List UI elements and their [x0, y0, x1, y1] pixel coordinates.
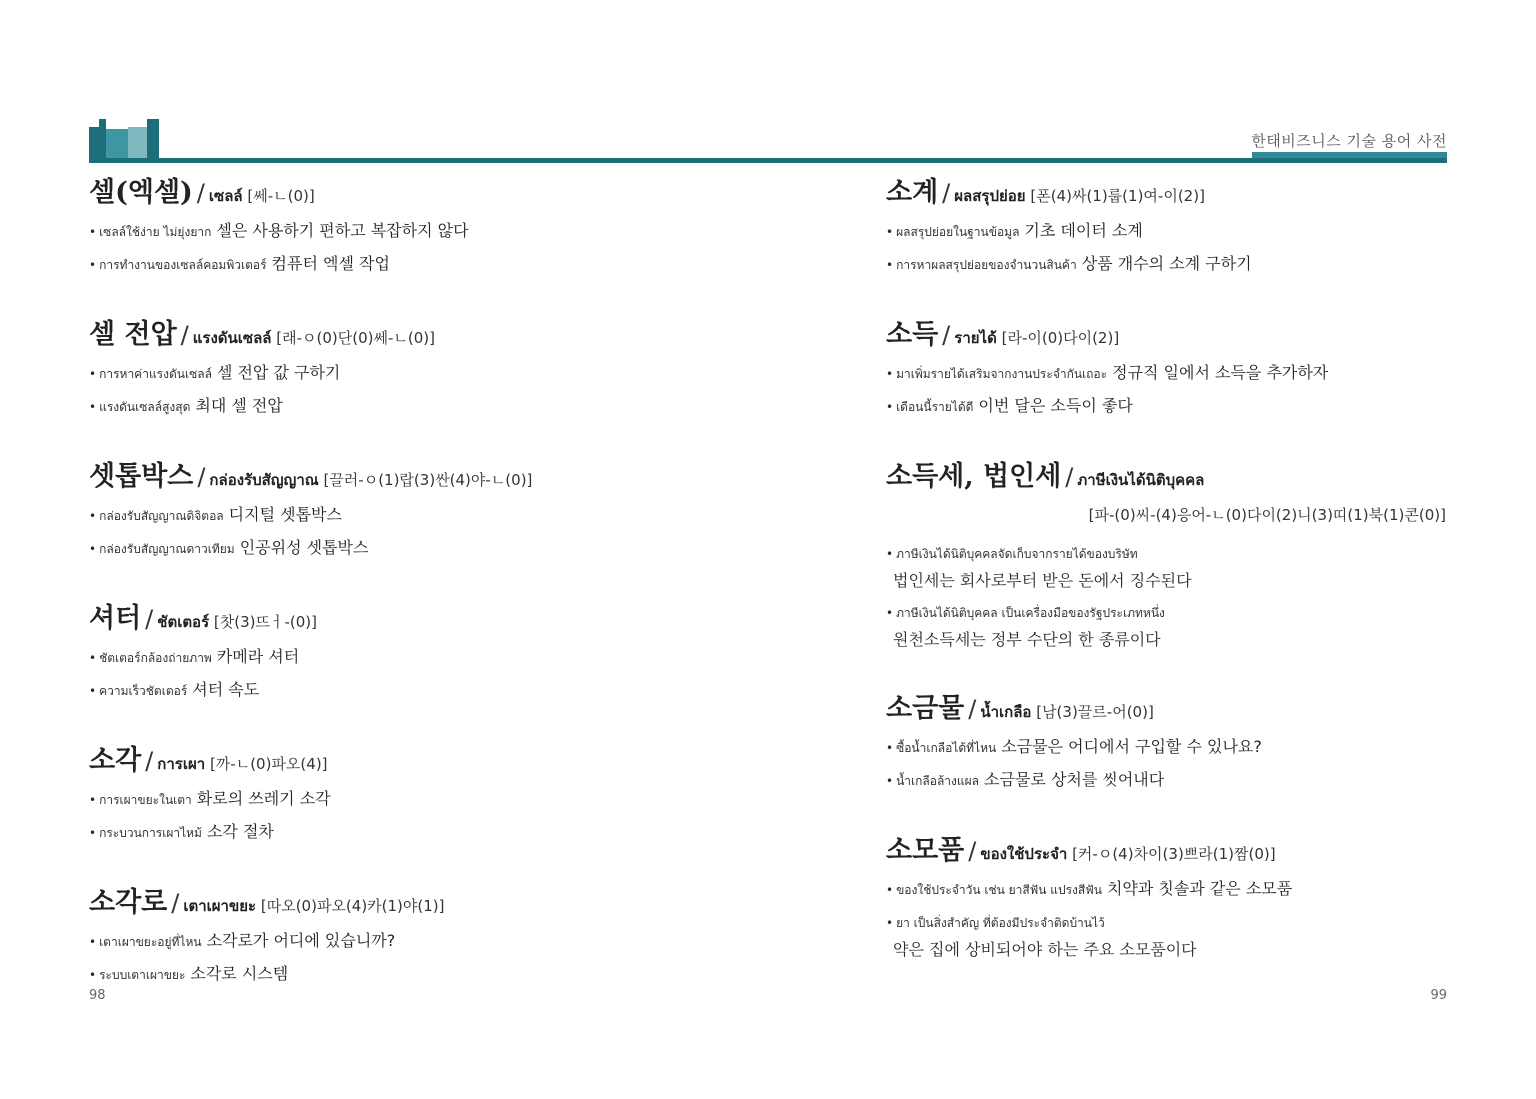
example-korean: 소각로가 어디에 있습니까? — [206, 931, 396, 950]
thai-term: ภาษีเงินได้นิติบุคคล — [1077, 471, 1205, 489]
example-korean: 셀 전압 값 구하기 — [216, 363, 341, 382]
example: • ภาษีเงินได้นิติบุคคล เป็นเครื่องมือของรัฐประเภทหนึ่ง 원천소득세는 정부 수단의 한 종류이다 — [886, 599, 1446, 654]
example-korean: 이번 달은 소득이 좋다 — [978, 396, 1133, 415]
korean-term: 셔터 — [89, 603, 142, 634]
thai-term: แรงดันเซลล์ — [192, 329, 272, 347]
example: • เซลล์ใช้ง่าย ไม่ยุ่งยาก 셀은 사용하기 편하고 복잡하지 않다 — [89, 221, 469, 240]
example: • การทำงานของเซลล์คอมพิวเตอร์ 컴퓨터 엑셀 작업 — [89, 254, 390, 273]
korean-term: 소모품 — [886, 835, 965, 866]
example: • ผลสรุปย่อยในฐานข้อมูล 기초 데이터 소계 — [886, 221, 1143, 240]
korean-term: 셀 전압 — [89, 319, 177, 350]
example-thai: ยา เป็นสิ่งสำคัญ ที่ต้องมีประจำติดบ้านไว้ — [896, 916, 1105, 930]
entry-head — [886, 175, 1446, 214]
example-korean: 화로의 쓰레기 소각 — [196, 789, 331, 808]
thai-term: กล่องรับสัญญาณ — [209, 471, 319, 489]
example-thai: การเผาขยะในเตา — [99, 793, 192, 807]
thai-term: น้ำเกลือ — [980, 703, 1032, 721]
dictionary-entry — [886, 833, 1446, 964]
thai-term: เตาเผาขยะ — [183, 897, 257, 915]
example-thai: แรงดันเซลล์สูงสุด — [99, 400, 191, 414]
korean-term: 셋톱박스 — [89, 461, 194, 492]
pronunciation: [커-ㅇ(4)차이(3)쁘라(1)짬(0)] — [1072, 845, 1276, 863]
example-korean: 소각로 시스템 — [190, 964, 289, 983]
dictionary-entry — [886, 317, 1446, 422]
example-thai: กระบวนการเผาไหม้ — [99, 826, 202, 840]
entry-head — [89, 459, 649, 498]
example-thai: ชัตเตอร์กล้องถ่ายภาพ — [99, 651, 212, 665]
separator: / — [197, 463, 206, 491]
header-rule — [89, 158, 1447, 163]
example-korean: 셔터 속도 — [192, 680, 260, 699]
example-korean: 카메라 셔터 — [216, 647, 300, 666]
example: • ชัตเตอร์กล้องถ่ายภาพ 카메라 셔터 — [89, 647, 300, 666]
example-thai: ความเร็วชัตเตอร์ — [99, 684, 188, 698]
pronunciation: [까-ㄴ(0)파오(4)] — [209, 755, 328, 773]
dictionary-entry — [89, 317, 649, 422]
example: • ของใช้ประจำวัน เช่น ยาสีฟัน แปรงสีฟัน 치약과 칫솔과 같은 소모품 — [886, 879, 1293, 898]
example-thai: เตาเผาขยะอยู่ที่ไหน — [99, 935, 202, 949]
pronunciation: [래-ㅇ(0)단(0)쎄-ㄴ(0)] — [276, 329, 436, 347]
example-thai: น้ำเกลือล้างแผล — [896, 774, 980, 788]
korean-term: 셀(엑셀) — [89, 177, 193, 208]
example-korean: 컴퓨터 엑셀 작업 — [271, 254, 390, 273]
example-korean: 원천소득세는 정부 수단의 한 종류이다 — [893, 630, 1161, 649]
example: • ยา เป็นสิ่งสำคัญ ที่ต้องมีประจำติดบ้านไว้ 약은 집에 상비되어야 하는 주요 소모품이다 — [886, 909, 1446, 964]
dictionary-entry — [886, 459, 1446, 654]
right-page-column — [886, 175, 1446, 1001]
pronunciation: [남(3)끌르-어(0)] — [1036, 703, 1154, 721]
example: • ภาษีเงินได้นิติบุคคลจัดเก็บจากรายได้ของบริษัท 법인세는 회사로부터 받은 돈에서 징수된다 — [886, 540, 1446, 595]
entry-head — [886, 459, 1446, 498]
thai-term: ของใช้ประจำ — [980, 845, 1068, 863]
example: • ความเร็วชัตเตอร์ 셔터 속도 — [89, 680, 260, 699]
example-thai: มาเพิ่มรายได้เสริมจากงานประจำกันเถอะ — [896, 367, 1108, 381]
entry-head — [886, 691, 1446, 730]
example: • มาเพิ่มรายได้เสริมจากงานประจำกันเถอะ 정규직 일에서 소득을 추가하자 — [886, 363, 1329, 382]
korean-term: 소각로 — [89, 887, 168, 918]
example-thai: ภาษีเงินได้นิติบุคคล เป็นเครื่องมือของรัฐประเภทหนึ่ง — [896, 606, 1165, 620]
header-logo — [89, 117, 159, 163]
example: • กระบวนการเผาไหม้ 소각 절차 — [89, 822, 274, 841]
thai-term: ผลสรุปย่อย — [954, 187, 1026, 205]
example: • กล่องรับสัญญาณดาวเทียม 인공위성 셋톱박스 — [89, 538, 369, 557]
dictionary-entry — [89, 743, 649, 848]
example-korean: 정규직 일에서 소득을 추가하자 — [1112, 363, 1329, 382]
separator: / — [942, 179, 951, 207]
pronunciation: [찻(3)뜨ㅓ-(0)] — [213, 613, 317, 631]
example-thai: การทำงานของเซลล์คอมพิวเตอร์ — [99, 258, 267, 272]
separator: / — [968, 837, 977, 865]
dictionary-entry — [886, 175, 1446, 280]
dictionary-entry — [89, 459, 649, 564]
thai-term: รายได้ — [954, 329, 997, 347]
example-thai: เซลล์ใช้ง่าย ไม่ยุ่งยาก — [99, 225, 212, 239]
entry-head — [89, 601, 649, 640]
example-thai: ภาษีเงินได้นิติบุคคลจัดเก็บจากรายได้ของบริษัท — [896, 547, 1138, 561]
entry-head — [89, 743, 649, 782]
example-korean: 약은 집에 상비되어야 하는 주요 소모품이다 — [893, 940, 1197, 959]
pronunciation: [파-(0)씨-(4)응어-ㄴ(0)다이(2)니(3)띠(1)북(1)콘(0)] — [1088, 506, 1446, 524]
example-korean: 인공위성 셋톱박스 — [239, 538, 369, 557]
pronunciation: [쎄-ㄴ(0)] — [247, 187, 315, 205]
pronunciation: [따오(0)파오(4)카(1)야(1)] — [260, 897, 445, 915]
example-korean: 법인세는 회사로부터 받은 돈에서 징수된다 — [893, 571, 1192, 590]
example-thai: เดือนนี้รายได้ดี — [896, 400, 974, 414]
dictionary-entry — [89, 175, 649, 280]
separator: / — [942, 321, 951, 349]
pronunciation: [끌러-ㅇ(1)랍(3)싼(4)야-ㄴ(0)] — [323, 471, 533, 489]
dictionary-entry — [886, 691, 1446, 796]
example-korean: 치약과 칫솔과 같은 소모품 — [1106, 879, 1293, 898]
example-korean: 소각 절차 — [206, 822, 274, 841]
example-thai: การหาค่าแรงดันเซลล์ — [99, 367, 212, 381]
example: • กล่องรับสัญญาณดิจิตอล 디지털 셋톱박스 — [89, 505, 342, 524]
example-thai: ของใช้ประจำวัน เช่น ยาสีฟัน แปรงสีฟัน — [896, 883, 1102, 897]
separator: / — [171, 889, 180, 917]
example-korean: 디지털 셋톱박스 — [228, 505, 342, 524]
example: • การหาค่าแรงดันเซลล์ 셀 전압 값 구하기 — [89, 363, 341, 382]
korean-term: 소득세, 법인세 — [886, 461, 1062, 492]
korean-term: 소각 — [89, 745, 142, 776]
example: • การหาผลสรุปย่อยของจำนวนสินค้า 상품 개수의 소계 구하기 — [886, 254, 1252, 273]
dictionary-entry — [89, 885, 649, 990]
separator: / — [145, 747, 154, 775]
example: • เตาเผาขยะอยู่ที่ไหน 소각로가 어디에 있습니까? — [89, 931, 396, 950]
thai-term: ชัตเตอร์ — [157, 613, 210, 631]
example-thai: กล่องรับสัญญาณดาวเทียม — [99, 542, 235, 556]
example-thai: ระบบเตาเผาขยะ — [99, 968, 186, 982]
entry-head — [89, 317, 649, 356]
example: • น้ำเกลือล้างแผล 소금물로 상처를 씻어내다 — [886, 770, 1165, 789]
example-korean: 소금물로 상처를 씻어내다 — [984, 770, 1165, 789]
example-thai: ซื้อน้ำเกลือได้ที่ไหน — [896, 741, 997, 755]
entry-head — [89, 885, 649, 924]
example-thai: การหาผลสรุปย่อยของจำนวนสินค้า — [896, 258, 1077, 272]
thai-term: การเผา — [157, 755, 206, 773]
example-thai: กล่องรับสัญญาณดิจิตอล — [99, 509, 224, 523]
page-number-right: 99 — [1430, 988, 1447, 1003]
entry-head — [886, 833, 1446, 872]
page-number-left: 98 — [89, 988, 106, 1003]
example: • แรงดันเซลล์สูงสุด 최대 셀 전압 — [89, 396, 283, 415]
example-thai: ผลสรุปย่อยในฐานข้อมูล — [896, 225, 1020, 239]
example-korean: 소금물은 어디에서 구입할 수 있나요? — [1001, 737, 1262, 756]
pronunciation: [라-이(0)다이(2)] — [1001, 329, 1120, 347]
example: • การเผาขยะในเตา 화로의 쓰레기 소각 — [89, 789, 331, 808]
thai-term: เซลล์ — [208, 187, 243, 205]
left-page-column — [89, 175, 649, 1027]
entry-head — [89, 175, 649, 214]
example-korean: 상품 개수의 소계 구하기 — [1081, 254, 1252, 273]
separator: / — [1065, 463, 1074, 491]
korean-term: 소계 — [886, 177, 939, 208]
pronunciation: [폰(4)싸(1)룹(1)여-이(2)] — [1030, 187, 1205, 205]
korean-term: 소금물 — [886, 693, 965, 724]
separator: / — [145, 605, 154, 633]
example-korean: 기초 데이터 소계 — [1024, 221, 1143, 240]
example: • ระบบเตาเผาขยะ 소각로 시스템 — [89, 964, 289, 983]
example-korean: 최대 셀 전압 — [195, 396, 283, 415]
book-title: 한태비즈니스 기술 용어 사전 — [1251, 132, 1447, 150]
separator: / — [968, 695, 977, 723]
example: • ซื้อน้ำเกลือได้ที่ไหน 소금물은 어디에서 구입할 수 있나요? — [886, 737, 1262, 756]
entry-head — [886, 317, 1446, 356]
example: • เดือนนี้รายได้ดี 이번 달은 소득이 좋다 — [886, 396, 1133, 415]
separator: / — [196, 179, 205, 207]
dictionary-entry — [89, 601, 649, 706]
separator: / — [180, 321, 189, 349]
example-korean: 셀은 사용하기 편하고 복잡하지 않다 — [216, 221, 469, 240]
korean-term: 소득 — [886, 319, 939, 350]
